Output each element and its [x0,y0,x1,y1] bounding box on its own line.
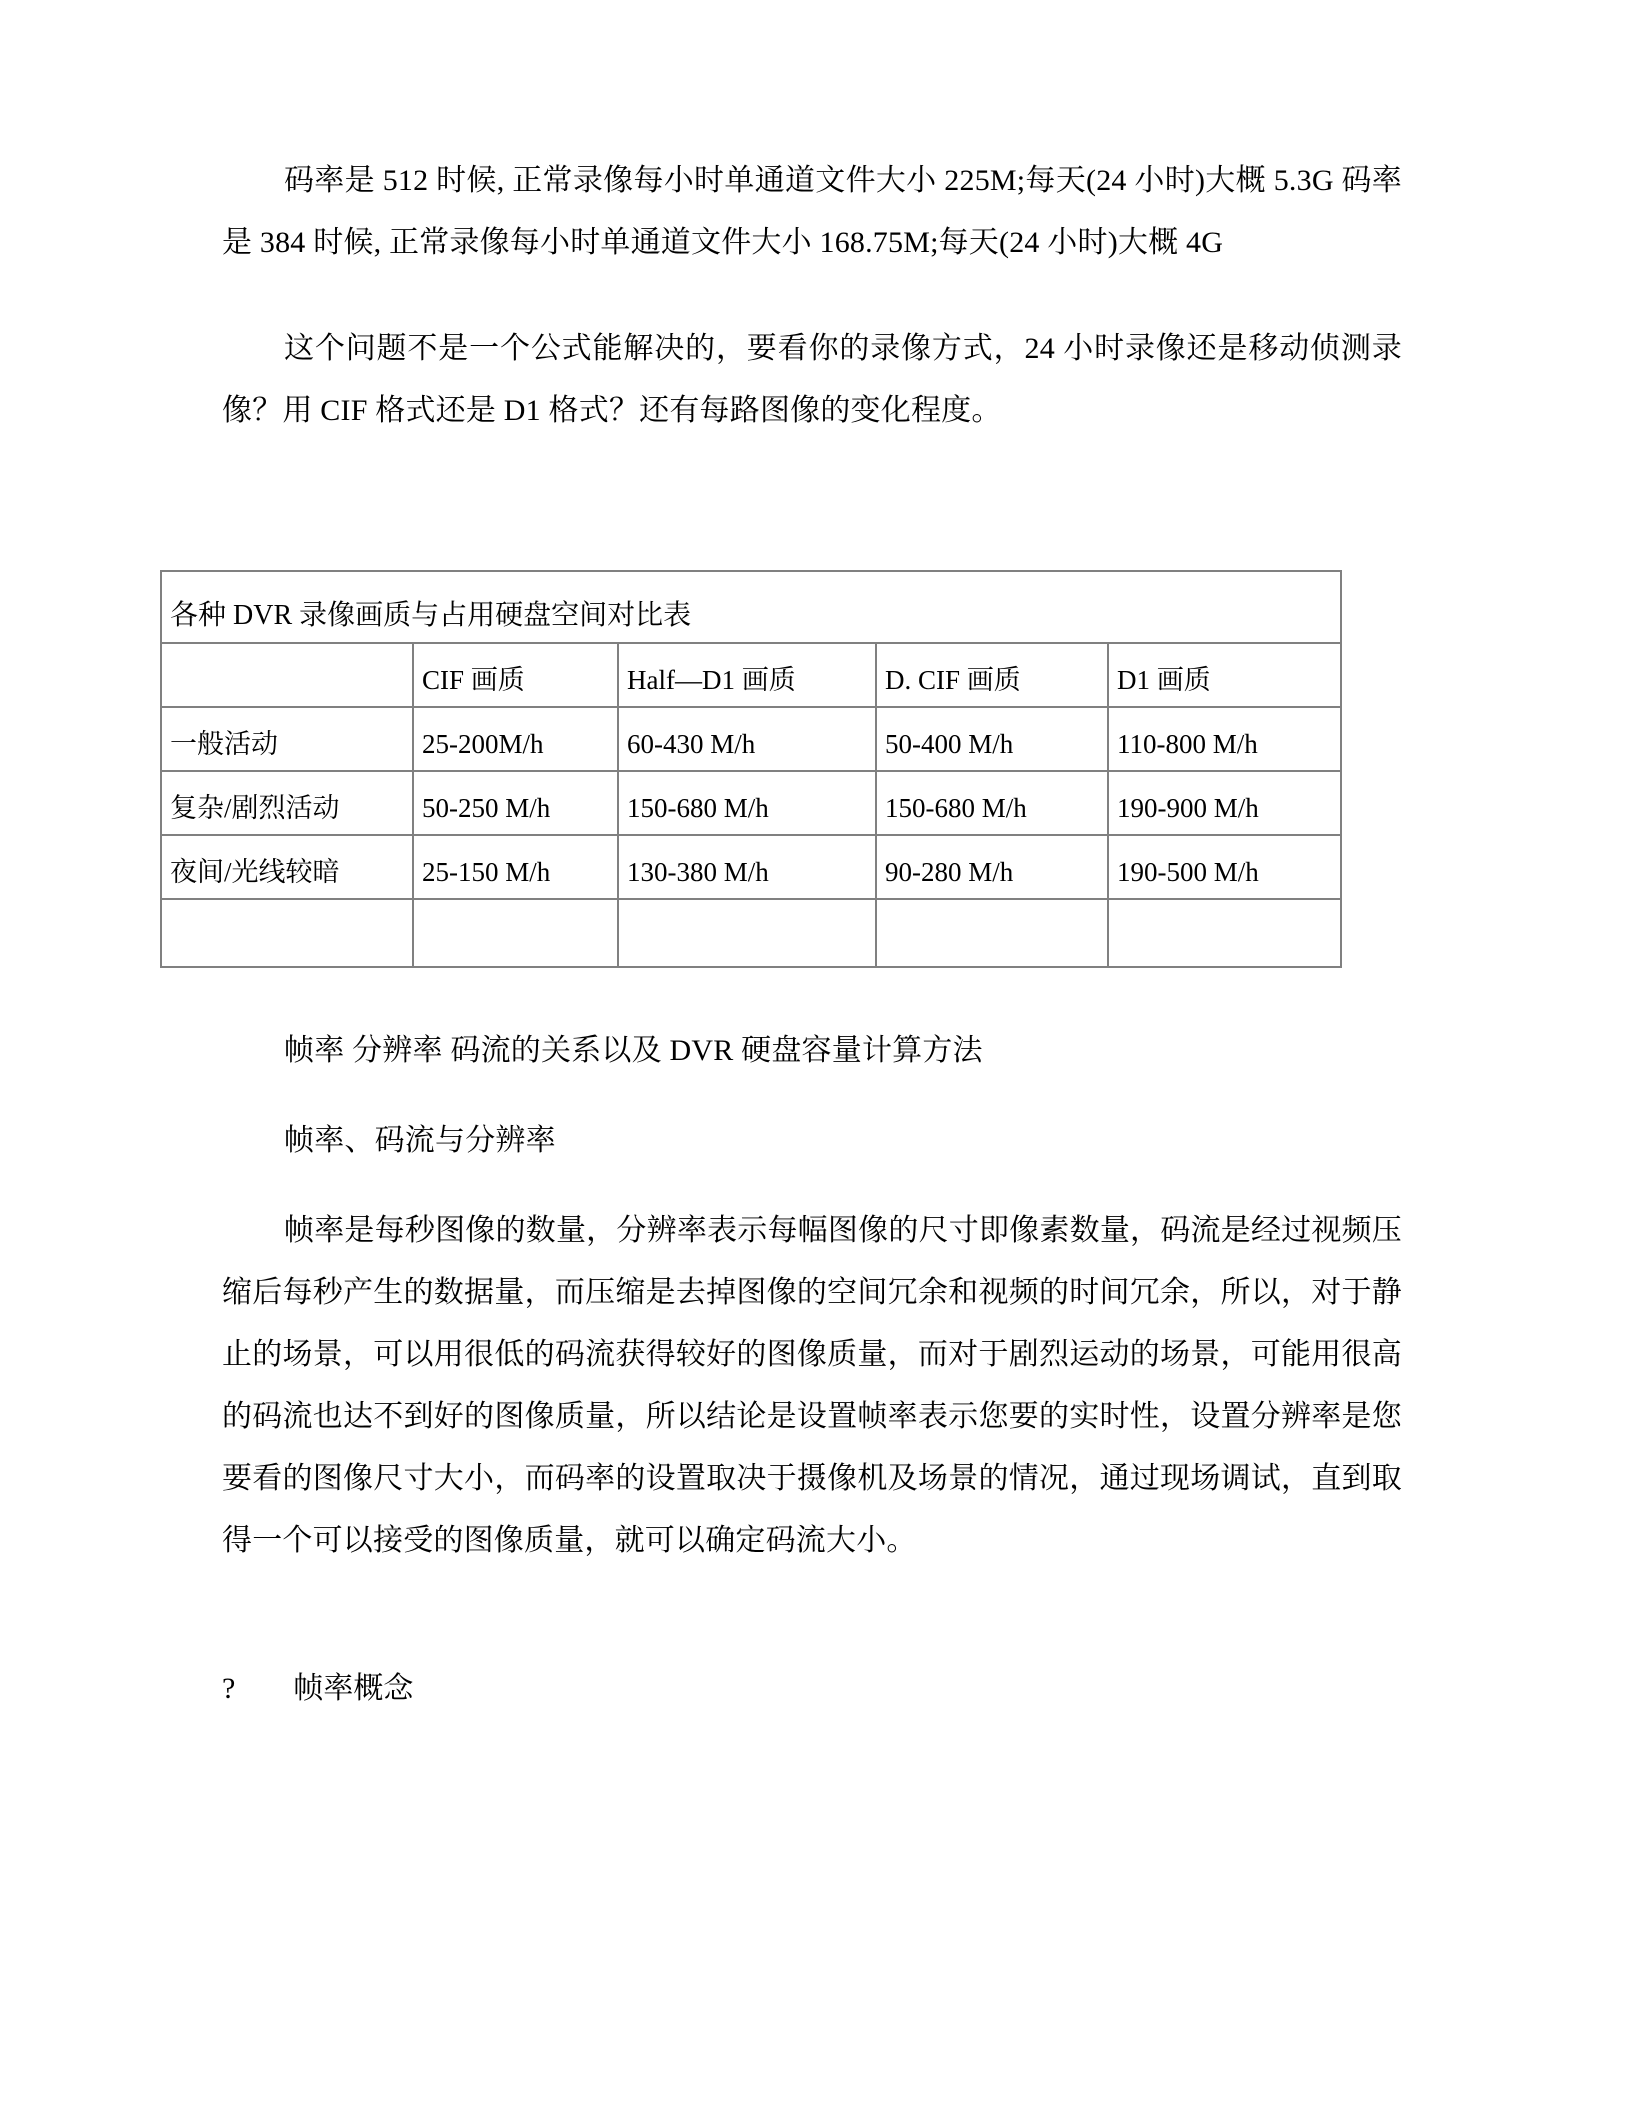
heading-block-1 [222,1020,1402,1082]
paragraph-question: 这个问题不是一个公式能解决的，要看你的录像方式，24 小时录像还是移动侦测录像？用 CIF 格式还是 D1 格式？还有每路图像的变化程度。 [222,332,1402,427]
table-title-row [161,571,1341,643]
table-header-cell-dcif: D. CIF 画质 [876,643,1108,707]
table-cell-empty [876,899,1108,967]
table-cell-value: 190-900 M/h [1108,771,1341,835]
table-cell-value: 50-250 M/h [413,771,618,835]
table-row [161,707,1341,771]
table-header-cell-d1: D1 画质 [1108,643,1341,707]
bullet-label: 帧率概念 [293,1672,414,1705]
table-cell-value: 130-380 M/h [618,835,876,899]
table-row-empty [161,899,1341,967]
dvr-quality-table [160,570,1342,968]
table-cell-value: 150-680 M/h [876,771,1108,835]
table-cell-label: 夜间/光线较暗 [161,835,413,899]
table-title-cell: 各种 DVR 录像画质与占用硬盘空间对比表 [161,571,1341,643]
paragraph-block-question [222,318,1402,442]
table-cell-value: 190-500 M/h [1108,835,1341,899]
table-cell-value: 25-150 M/h [413,835,618,899]
table-header-row [161,643,1341,707]
table-cell-value: 60-430 M/h [618,707,876,771]
section-heading-1: 帧率 分辨率 码流的关系以及 DVR 硬盘容量计算方法 [284,1034,983,1067]
table-cell-empty [161,899,413,967]
heading-block-2 [222,1110,1402,1172]
table-cell-empty [413,899,618,967]
table-cell-value: 110-800 M/h [1108,707,1341,771]
bullet-item [222,1658,1402,1720]
paragraph-framerate: 帧率是每秒图像的数量，分辨率表示每幅图像的尺寸即像素数量，码流是经过视频压缩后每秒产生的数据量，而压缩是去掉图像的空间冗余和视频的时间冗余，所以，对于静止的场景，可以用很低的码流获得较好的图像质量，而对于剧烈运动的场景，可能用很高的码流也达不到好的图像质量，所以结论是设置帧率表示您要的实时性，设置分辨率是您要看的图像尺寸大小，而码率的设置取决于摄像机及场景的情况，通过现场调试，直到取得一个可以接受的图像质量，就可以确定码流大小。 [222,1214,1402,1557]
table-header-cell-cif: CIF 画质 [413,643,618,707]
table-cell-value: 90-280 M/h [876,835,1108,899]
table-cell-label: 一般活动 [161,707,413,771]
table-header-cell-halfd1: Half—D1 画质 [618,643,876,707]
bullet-marker: ? [222,1672,236,1705]
table-header-cell-blank [161,643,413,707]
paragraph-block-bitrate [222,150,1402,274]
bullet-block [222,1658,1402,1720]
table-cell-label: 复杂/剧烈活动 [161,771,413,835]
table-cell-empty [1108,899,1341,967]
table-cell-value: 50-400 M/h [876,707,1108,771]
table-cell-empty [618,899,876,967]
table-block [160,570,1340,968]
table-cell-value: 25-200M/h [413,707,618,771]
paragraph-block-framerate [222,1200,1402,1572]
section-heading-2: 帧率、码流与分辨率 [284,1124,556,1157]
paragraph-bitrate: 码率是 512 时候, 正常录像每小时单通道文件大小 225M;每天(24 小时)大概 5.3G 码率是 384 时候, 正常录像每小时单通道文件大小 168.75M;每天(24 小时)大概 4G [222,164,1402,259]
table-row [161,771,1341,835]
table-cell-value: 150-680 M/h [618,771,876,835]
table-row [161,835,1341,899]
